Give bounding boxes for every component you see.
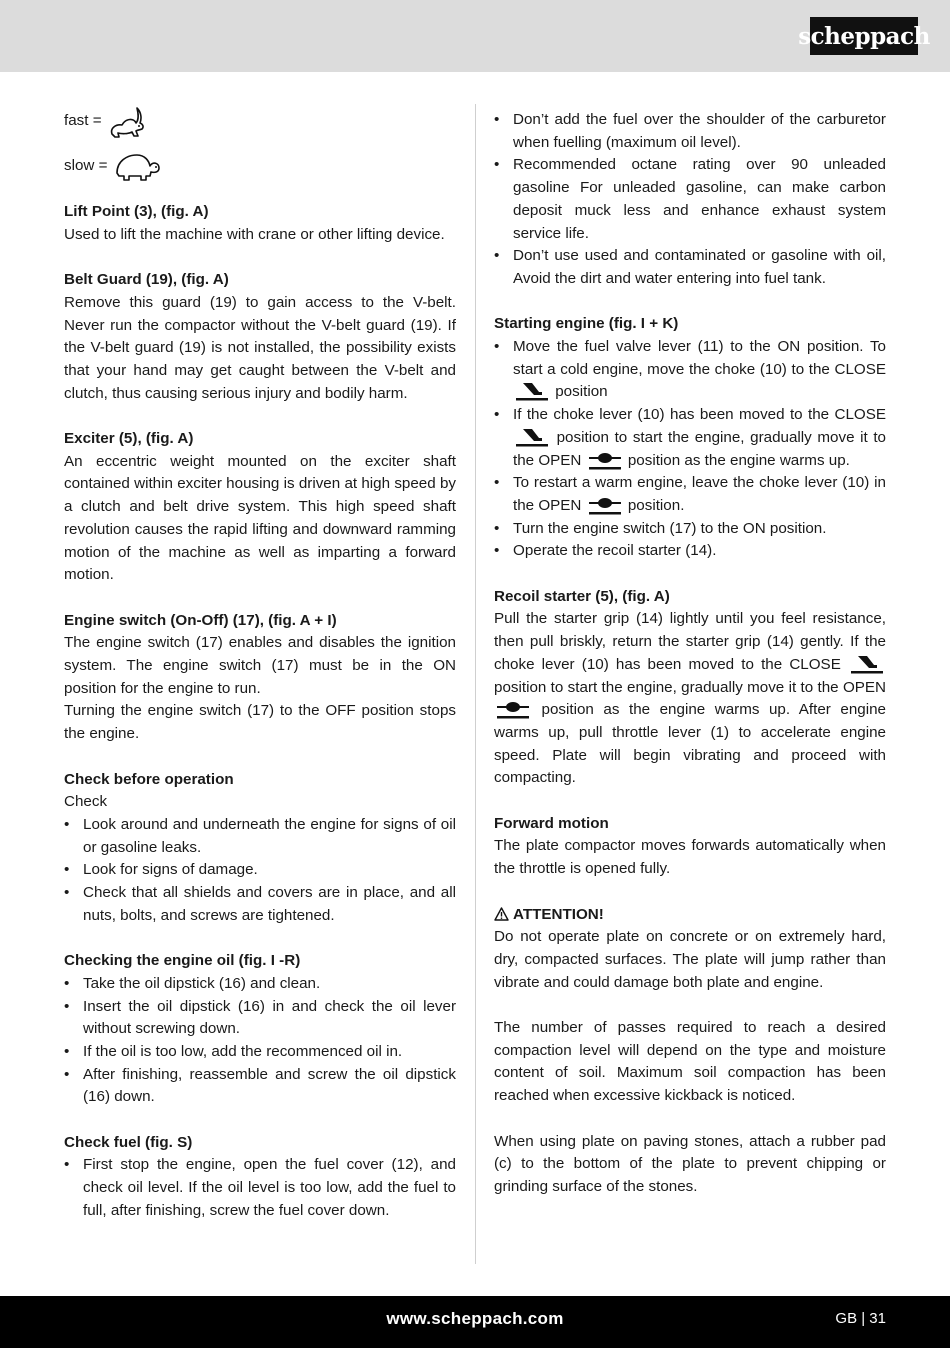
attention-text: Do not operate plate on concrete or on extremely hard, dry, compacted surfaces. The plate will jump rather than vibrate and could damage both plate and engine. bbox=[494, 928, 886, 991]
list-item bbox=[494, 336, 886, 404]
list-item bbox=[494, 472, 886, 517]
choke-close-icon bbox=[850, 654, 884, 674]
start-step-text: position bbox=[555, 383, 608, 401]
list-item: • Look for signs of damage. bbox=[64, 859, 456, 882]
recoil-starter-text bbox=[494, 608, 886, 790]
fuel-list-continued bbox=[494, 109, 886, 291]
passes-text: The number of passes required to reach a desired compaction level will depend on the type and moisture content of soil. Maximum soil compaction has been reached when excessive kickback is noticed. bbox=[494, 1019, 886, 1105]
column-divider bbox=[475, 104, 476, 1264]
list-item: • Don’t add the fuel over the shoulder of the carburetor when fuelling (maximum oil level). bbox=[494, 109, 886, 154]
paving-stones-text: When using plate on paving stones, attach a rubber pad (c) to the bottom of the plate to prevent chipping or grinding surface of the stones. bbox=[494, 1132, 886, 1195]
recoil-text: position as the engine warms up. After engine warms up, pull throttle lever (1) to accelerate engine speed. Plate will begin vibrating and proceed with compacting. bbox=[494, 701, 886, 787]
list-item: • First stop the engine, open the fuel cover (12), and check oil level. If the oil level is too low, add the fuel to full, after finishing, screw the fuel cover down. bbox=[64, 1154, 456, 1222]
check-before-operation-heading: Check before operation bbox=[64, 770, 234, 788]
engine-switch-text-2: Turning the engine switch (17) to the OFF position stops the engine. bbox=[64, 702, 456, 743]
left-column bbox=[64, 109, 456, 1223]
list-item: • Operate the recoil starter (14). bbox=[494, 540, 886, 563]
fuel-list bbox=[64, 1154, 456, 1222]
footer-url: www.scheppach.com bbox=[386, 1309, 564, 1328]
forward-motion-text: The plate compactor moves forwards automatically when the throttle is opened fully. bbox=[494, 837, 886, 878]
list-item: • Take the oil dipstick (16) and clean. bbox=[64, 973, 456, 996]
page-number: GB | 31 bbox=[835, 1310, 886, 1327]
choke-open-icon bbox=[588, 450, 622, 470]
list-item: • Don’t use used and contaminated or gasoline with oil, Avoid the dirt and water entering into fuel tank. bbox=[494, 245, 886, 290]
start-step-text: Move the fuel valve lever (11) to the ON position. To start a cold engine, move the choke (10) to the CLOSE bbox=[513, 338, 886, 378]
engine-switch-heading: Engine switch (On-Off) (17), (fig. A + I) bbox=[64, 611, 337, 629]
recoil-text: position to start the engine, gradually move it to the OPEN bbox=[494, 678, 886, 696]
list-item: • After finishing, reassemble and screw the oil dipstick (16) down. bbox=[64, 1064, 456, 1109]
start-step-text: position as the engine warms up. bbox=[627, 451, 850, 469]
belt-guard-text: Remove this guard (19) to gain access to the V-belt. Never run the compactor without the V-belt guard (19). If the V-belt guard (19) is not installed, the possibility exists that your hand may get caught between the V-belt and clutch, thus causing serious injury and bodily harm. bbox=[64, 293, 456, 402]
choke-open-icon bbox=[588, 495, 622, 515]
right-column bbox=[494, 109, 886, 1199]
starting-engine-list bbox=[494, 336, 886, 563]
exciter-text: An eccentric weight mounted on the exciter shaft contained within exciter housing is driven at high speed by a clutch and belt drive system. This high speed shaft revolution causes the rapid lifting and downward ramming motion of the machine as well as imparting a forward motion. bbox=[64, 452, 456, 584]
start-step-text: position to start the engine, gradually move it to the OPEN bbox=[513, 428, 886, 469]
choke-close-icon bbox=[515, 427, 549, 447]
recoil-text: Pull the starter grip (14) lightly until you feel resistance, then pull briskly, return the starter grip (14) gently. If the choke lever (10) has been moved to the CLOSE bbox=[494, 610, 886, 673]
brand-logo bbox=[798, 17, 930, 55]
list-item: • Recommended octane rating over 90 unleaded gasoline For unleaded gasoline, can make carbon deposit muck less and enhance exhaust system service life. bbox=[494, 154, 886, 245]
check-list bbox=[64, 814, 456, 928]
start-step-text: position. bbox=[627, 496, 685, 514]
attention-heading bbox=[494, 904, 886, 927]
check-fuel-heading: Check fuel (fig. S) bbox=[64, 1133, 193, 1151]
fast-label: fast = bbox=[64, 112, 102, 130]
fast-line bbox=[64, 99, 456, 144]
lift-point-heading: Lift Point (3), (fig. A) bbox=[64, 203, 209, 220]
engine-switch-text: The engine switch (17) enables and disables the ignition system. The engine switch (17) must be in the ON position for the engine to run. bbox=[64, 634, 456, 697]
list-item: • If the oil is too low, add the recommenced oil in. bbox=[64, 1041, 456, 1064]
engine-oil-heading: Checking the engine oil (fig. I -R) bbox=[64, 952, 301, 970]
lift-point-text: Used to lift the machine with crane or other lifting device. bbox=[64, 225, 445, 243]
brand-name: scheppach bbox=[798, 22, 930, 50]
check-intro: Check bbox=[64, 793, 108, 811]
exciter-heading: Exciter (5), (fig. A) bbox=[64, 430, 194, 447]
start-step-text: To restart a warm engine, leave the choke lever (10) in the OPEN bbox=[513, 474, 886, 514]
choke-open-icon bbox=[496, 699, 530, 719]
warning-triangle-icon bbox=[494, 907, 509, 921]
belt-guard-heading: Belt Guard (19), (fig. A) bbox=[64, 271, 229, 289]
list-item: • Check that all shields and covers are in place, and all nuts, bolts, and screws are tightened. bbox=[64, 882, 456, 927]
turtle-icon bbox=[113, 149, 161, 185]
slow-label: slow = bbox=[64, 157, 108, 175]
starting-engine-heading: Starting engine (fig. I + K) bbox=[494, 315, 679, 333]
choke-close-icon bbox=[515, 381, 549, 401]
attention-title: ATTENTION! bbox=[513, 905, 604, 923]
slow-line bbox=[64, 144, 456, 189]
list-item: • Insert the oil dipstick (16) in and check the oil lever without screwing down. bbox=[64, 996, 456, 1041]
list-item: • Look around and underneath the engine for signs of oil or gasoline leaks. bbox=[64, 814, 456, 859]
oil-list bbox=[64, 973, 456, 1109]
start-step-text: If the choke lever (10) has been moved to the CLOSE bbox=[513, 406, 886, 424]
list-item: • Turn the engine switch (17) to the ON position. bbox=[494, 518, 886, 541]
forward-motion-heading: Forward motion bbox=[494, 814, 609, 832]
rabbit-icon bbox=[108, 104, 146, 140]
list-item bbox=[494, 404, 886, 472]
recoil-starter-heading: Recoil starter (5), (fig. A) bbox=[494, 587, 670, 605]
footer-bar bbox=[0, 1296, 950, 1348]
